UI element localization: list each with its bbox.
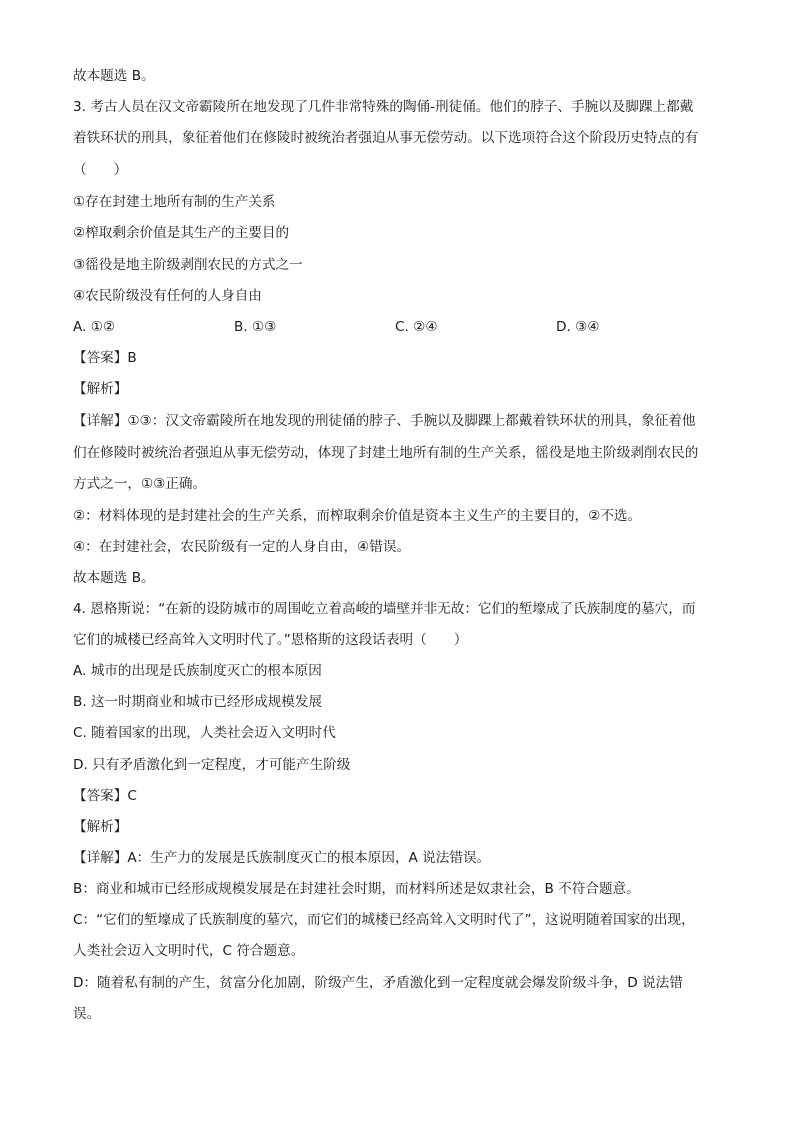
option-a: A. 城市的出现是氏族制度灭亡的根本原因 <box>73 663 322 679</box>
analysis-label: 【解析】 <box>73 381 128 397</box>
explanation-line: ④：在封建社会，农民阶级有一定的人身自由，④错误。 <box>73 539 411 555</box>
explanation-line: 误。 <box>73 1006 101 1022</box>
option-b: B. ①③ <box>234 319 277 335</box>
question-3-stem: 着铁环状的刑具，象征着他们在修陵时被统治者强迫从事无偿劳动。以下选项符合这个阶段历史特点的有 <box>73 130 699 146</box>
question-4-stem: 4. 恩格斯说：“在新的设防城市的周围屹立着高峻的墙壁并非无故：它们的堑壕成了氏族制度的墓穴，而 <box>73 601 696 617</box>
option-c: C. ②④ <box>395 319 438 335</box>
statement-2: ②榨取剩余价值是其生产的主要目的 <box>73 225 290 241</box>
option-b: B. 这一时期商业和城市已经形成规模发展 <box>73 694 323 710</box>
option-c: C. 随着国家的出现，人类社会迈入文明时代 <box>73 725 336 741</box>
option-d: D. ③④ <box>556 319 600 335</box>
text-line: 故本题选 B。 <box>73 570 155 586</box>
explanation-line: 人类社会迈入文明时代，C 符合题意。 <box>73 943 305 959</box>
statement-1: ①存在封建土地所有制的生产关系 <box>73 194 276 210</box>
answer-label: 【答案】B <box>73 350 137 366</box>
answer-blank: （ ） <box>73 162 128 178</box>
explanation-line: 们在修陵时被统治者强迫从事无偿劳动，体现了封建土地所有制的生产关系，徭役是地主阶级剥削农民的 <box>73 445 699 461</box>
explanation-line: ②：材料体现的是封建社会的生产关系，而榨取剩余价值是资本主义生产的主要目的，②不选。 <box>73 508 642 524</box>
question-3-stem: 3. 考古人员在汉文帝霸陵所在地发现了几件非常特殊的陶俑-刑徒俑。他们的脖子、手腕以及脚踝上都戴 <box>73 99 694 115</box>
question-3-options <box>73 317 734 337</box>
answer-label: 【答案】C <box>73 788 137 804</box>
option-d: D. 只有矛盾激化到一定程度，才可能产生阶级 <box>73 757 351 773</box>
explanation-line: 方式之一，①③正确。 <box>73 476 207 492</box>
analysis-label: 【解析】 <box>73 819 128 835</box>
explanation-line: D：随着私有制的产生，贫富分化加剧，阶级产生，矛盾激化到一定程度就会爆发阶级斗争，D 说法错 <box>73 975 683 991</box>
option-a: A. ①② <box>73 319 116 335</box>
explanation-line: B：商业和城市已经形成规模发展是在封建社会时期，而材料所述是奴隶社会，B 不符合题意。 <box>73 881 640 897</box>
text-line: 故本题选 B。 <box>73 68 155 84</box>
statement-3: ③徭役是地主阶级剥削农民的方式之一 <box>73 257 303 273</box>
explanation-line: C：“它们的堑壕成了氏族制度的墓穴，而它们的城楼已经高耸入文明时代了”，这说明随着国家的出现， <box>73 912 695 928</box>
question-4-stem: 它们的城楼已经高耸入文明时代了。”恩格斯的这段话表明（ ） <box>73 632 468 648</box>
explanation-line: 【详解】A：生产力的发展是氏族制度灭亡的根本原因，A 说法错误。 <box>73 850 491 866</box>
statement-4: ④农民阶级没有任何的人身自由 <box>73 288 262 304</box>
explanation-line: 【详解】①③：汉文帝霸陵所在地发现的刑徒俑的脖子、手腕以及脚踝上都戴着铁环状的刑具，象征着他 <box>73 413 696 429</box>
